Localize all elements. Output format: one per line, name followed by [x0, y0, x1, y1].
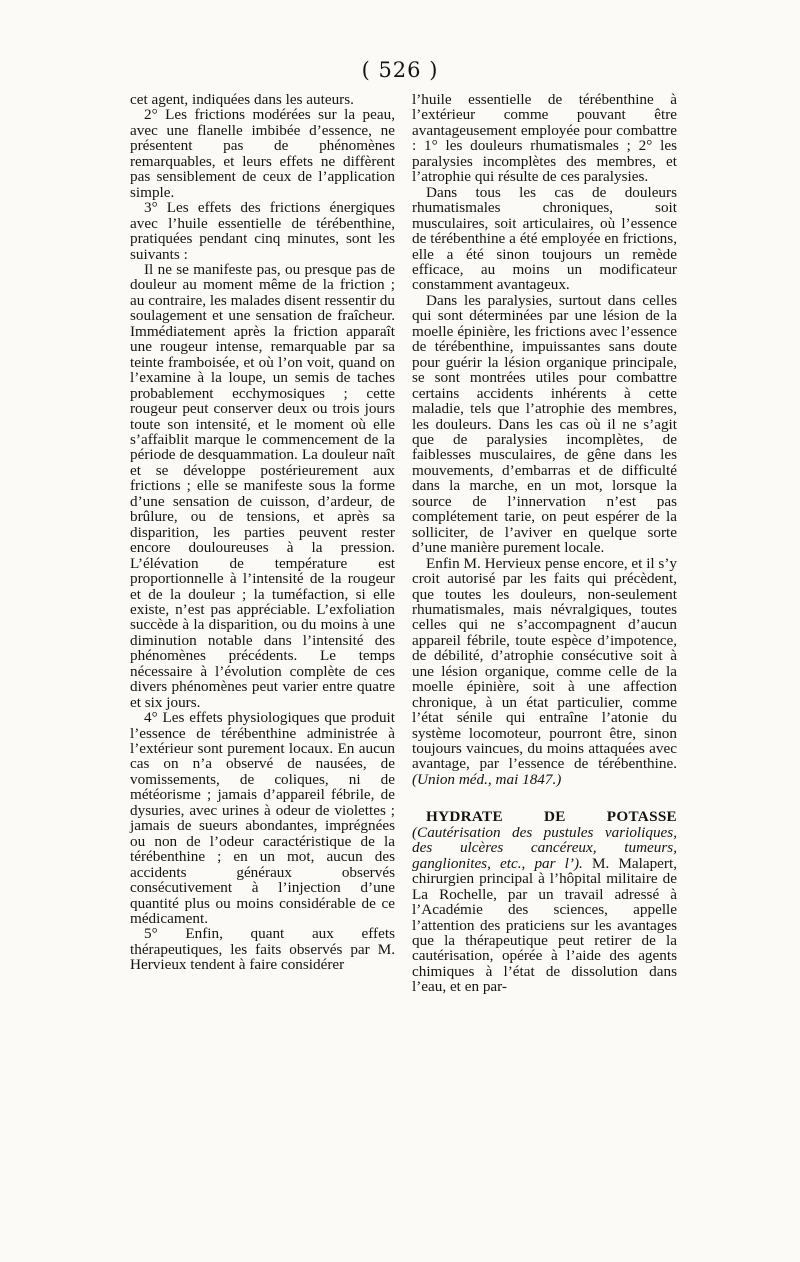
right-text-column [412, 92, 677, 995]
paragraph: Dans les paralysies, surtout dans celles qui sont déterminées par une lésion de la moelle épinière, les frictions avec l’essence de térébenthine, impuissantes sans doute pour guérir la lésion organique principale, se sont montrées utiles pour combattre certains accidents inhérents à cette maladie, tels que l’atrophie des membres, les douleurs. Dans les cas où il ne s’agit que de paralysies incomplètes, de faiblesses musculaires, de gêne dans les mouvements, d’embarras et de difficulté dans la marche, en un mot, lorsque la source de l’innervation n’est pas complétement tarie, on peut espérer de la solliciter, de l’aviver en quelque sorte d’une manière purement locale. [412, 291, 677, 557]
section-body: M. Malapert, chirurgien principal à l’hôpital militaire de La Rochelle, par un travail adressé à l’Académie des sciences, appelle l’attention des praticiens sur les avantages que la thérapeutique peut retirer de la cautérisation, opérée à l’aide des agents chimiques à l’état de dissolution dans l’eau, et en par- [412, 854, 677, 996]
page-number: ( 526 ) [361, 58, 439, 82]
hydrate-section [412, 809, 677, 994]
paragraph: 4° Les effets physiologiques que produit l’essence de térébenthine administrée à l’extérieur sont purement locaux. En aucun cas on n’a observé de nausées, de vomissements, de coliques, ni de météorisme ; jamais d’appareil fébrile, de dysuries, avec urines à odeur de violettes ; jamais de sueurs abondantes, imprégnées ou non de l’odeur caractéristique de la térébenthine ; en un mot, aucun des accidents généraux observés consécutivement à l’injection d’une quantité plus ou moins considérable de ce médicament. [130, 709, 395, 928]
paragraph: 2° Les frictions modérées sur la peau, avec une flanelle imbibée d’essence, ne présentent pas de phénomènes remarquables, et leurs effets ne diffèrent pas sensiblement de ceux de l’application simple. [130, 106, 395, 201]
paragraph-text: Enfin M. Hervieux pense encore, et il s’y croit autorisé par les faits qui précèdent, que toutes les douleurs, non-seulement rhumatismales, mais névralgiques, toutes celles qui ne s’accompagnent d’aucun appareil fébrile, toute espèce d’impotence, de débilité, d’atrophie consécutive soit à une lésion organique, comme celle de la moelle épinière, soit à une affection chronique, à un état particulier, comme l’état sénile qui entraîne l’atonie du système locomoteur, pourront être, sinon toujours vaincues, du moins attaquées avec avantage, par l’essence de térébenthine. [412, 554, 677, 773]
left-text-column [130, 92, 395, 973]
section-title: HYDRATE DE POTASSE [426, 808, 677, 826]
paragraph: l’huile essentielle de térébenthine à l’extérieur comme pouvant être avantageusement employée pour combattre : 1° les douleurs rhumatismales ; 2° les paralysies incomplètes des membres, et l’atrophie qui résulte de ces paralysies. [412, 91, 677, 186]
source-reference: (Union méd., mai 1847.) [412, 770, 562, 788]
paragraph: 5° Enfin, quant aux effets thérapeutiques, les faits observés par M. Hervieux tendent à faire considérer [130, 925, 395, 974]
section-subtitle: (Cautérisation des pustules varioliques, des ulcères cancéreux, tumeurs, ganglionites, etc., par l’). [412, 823, 677, 872]
paragraph [412, 556, 677, 788]
paragraph: 3° Les effets des frictions énergiques avec l’huile essentielle de térébenthine, pratiquées pendant cinq minutes, sont les suivants : [130, 199, 395, 263]
paragraph: Dans tous les cas de douleurs rhumatismales chroniques, soit musculaires, soit articulaires, où l’essence de térébenthine a été employée en frictions, elle a été sinon toujours un remède efficace, au moins un modificateur constamment avantageux. [412, 183, 677, 294]
paragraph: Il ne se manifeste pas, ou presque pas de douleur au moment même de la friction ; au contraire, les malades disent ressentir du soulagement et une sensation de fraîcheur. Immédiatement après la friction apparaît une rougeur intense, remarquable par sa teinte framboisée, et où l’on voit, quand on l’examine à la loupe, un semis de taches probablement ecchymosiques ; cette rougeur peut conserver deux ou trois jours toute son intensité, et le moment où elle s’affaiblit marque le commencement de la période de desquammation. La douleur naît et se développe postérieurement aux frictions ; elle se manifeste sous la forme d’une sensation de cuisson, d’ardeur, de brûlure, ou de tensions, et après sa disparition, les parties peuvent rester encore douloureuses à la pression. L’élévation de température est proportionnelle à l’intensité de la rougeur et de la douleur ; la tuméfaction, si elle existe, n’est pas appréciable. L’exfoliation succède à la disparition, ou du moins à une diminution notable dans l’intensité des phénomènes précédents. Le temps nécessaire à l’évolution complète de ces divers phénomènes peut varier entre quatre et six jours. [130, 260, 395, 711]
paragraph: cet agent, indiquées dans les auteurs. [130, 91, 354, 108]
